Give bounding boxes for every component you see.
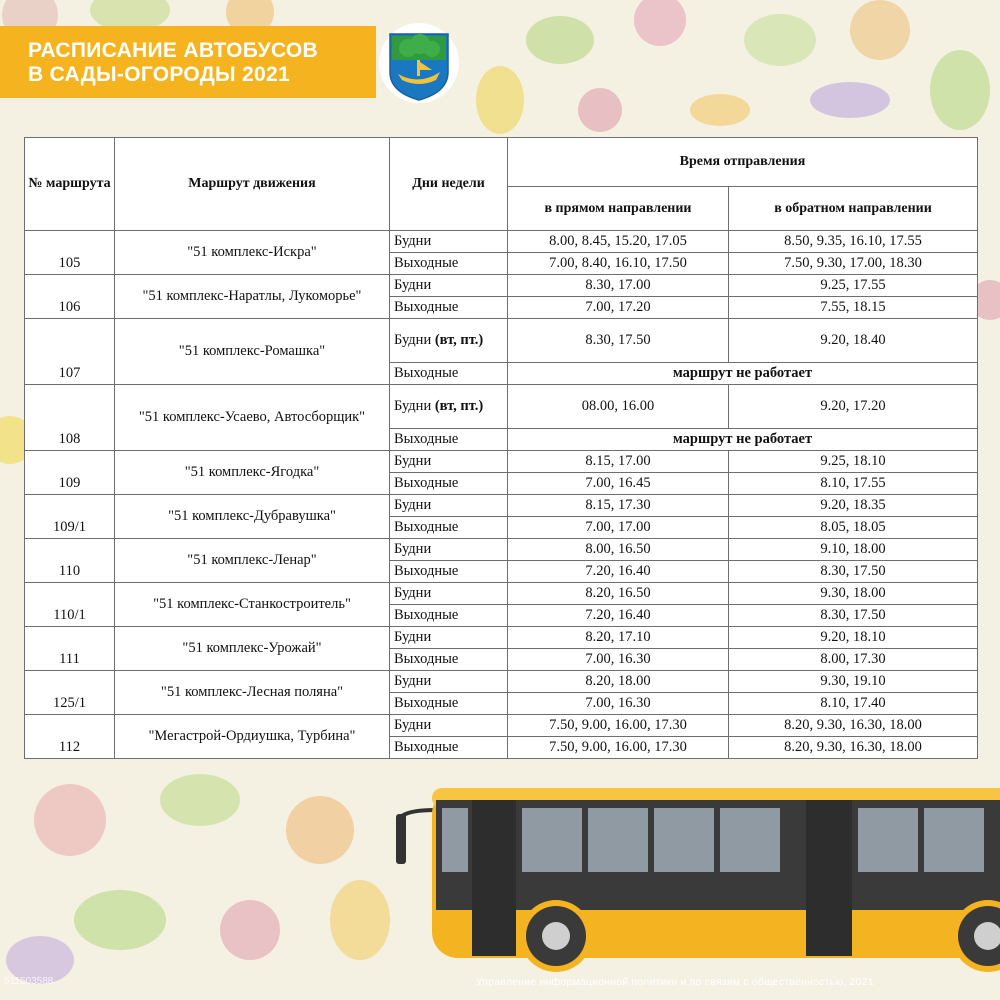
weekends-label: Выходные: [390, 605, 508, 627]
table-row: [25, 715, 978, 737]
weekdays-cell: [390, 385, 508, 429]
route-name: "Мегастрой-Ордиушка, Турбина": [115, 715, 390, 759]
header-forward: в прямом направлении: [508, 187, 729, 231]
weekdays-extra: (вт, пт.): [434, 398, 484, 414]
weekdays-forward-times: 8.15, 17.30: [508, 495, 729, 517]
weekends-forward-times: 7.20, 16.40: [508, 561, 729, 583]
weekdays-backward-times: 9.20, 17.20: [729, 385, 978, 429]
weekdays-forward-times: 8.15, 17.00: [508, 451, 729, 473]
weekends-forward-times: 7.00, 16.30: [508, 649, 729, 671]
weekends-backward-times: 7.50, 9.30, 17.00, 18.30: [729, 253, 978, 275]
route-number: 109/1: [25, 495, 115, 539]
weekends-label: Выходные: [390, 473, 508, 495]
route-name: "51 комплекс-Ленар": [115, 539, 390, 583]
table-row: [25, 627, 978, 649]
table-row: [25, 231, 978, 253]
route-name: "51 комплекс-Наратлы, Лукоморье": [115, 275, 390, 319]
weekdays-backward-times: 9.20, 18.35: [729, 495, 978, 517]
weekdays-backward-times: 9.25, 18.10: [729, 451, 978, 473]
weekdays-label: Будни: [394, 277, 432, 293]
weekdays-cell: [390, 583, 508, 605]
route-not-operating: маршрут не работает: [508, 363, 978, 385]
weekdays-label: Будни: [394, 541, 432, 557]
route-name: "51 комплекс-Станкостроитель": [115, 583, 390, 627]
route-name: "51 комплекс-Урожай": [115, 627, 390, 671]
weekdays-forward-times: 8.20, 16.50: [508, 583, 729, 605]
weekdays-forward-times: 8.20, 17.10: [508, 627, 729, 649]
weekdays-label: Будни: [394, 398, 432, 414]
weekends-label: Выходные: [390, 561, 508, 583]
table-row: [25, 539, 978, 561]
route-number: 112: [25, 715, 115, 759]
route-name: "51 комплекс-Ромашка": [115, 319, 390, 385]
route-not-operating: маршрут не работает: [508, 429, 978, 451]
weekdays-backward-times: 9.20, 18.10: [729, 627, 978, 649]
route-number: 110/1: [25, 583, 115, 627]
route-number: 110: [25, 539, 115, 583]
weekdays-label: Будни: [394, 585, 432, 601]
weekdays-cell: [390, 539, 508, 561]
weekdays-backward-times: 9.30, 18.00: [729, 583, 978, 605]
weekends-backward-times: 8.30, 17.50: [729, 605, 978, 627]
weekdays-backward-times: 9.10, 18.00: [729, 539, 978, 561]
weekends-label: Выходные: [390, 693, 508, 715]
weekdays-cell: [390, 671, 508, 693]
table-row: [25, 385, 978, 429]
weekends-backward-times: 8.20, 9.30, 16.30, 18.00: [729, 737, 978, 759]
route-number: 108: [25, 385, 115, 451]
route-number: 125/1: [25, 671, 115, 715]
route-name: "51 комплекс-Искра": [115, 231, 390, 275]
weekdays-forward-times: 8.30, 17.50: [508, 319, 729, 363]
weekends-forward-times: 7.00, 16.45: [508, 473, 729, 495]
bus-illustration: [396, 786, 1000, 1000]
route-number: 109: [25, 451, 115, 495]
weekdays-forward-times: 8.00, 16.50: [508, 539, 729, 561]
header-backward: в обратном направлении: [729, 187, 978, 231]
weekends-forward-times: 7.20, 16.40: [508, 605, 729, 627]
weekdays-label: Будни: [394, 717, 432, 733]
header-route-number: № маршрута: [25, 138, 115, 231]
weekdays-cell: [390, 627, 508, 649]
weekdays-backward-times: 8.20, 9.30, 16.30, 18.00: [729, 715, 978, 737]
table-row: [25, 319, 978, 363]
weekends-label: Выходные: [390, 253, 508, 275]
table-row: [25, 451, 978, 473]
weekdays-forward-times: 8.30, 17.00: [508, 275, 729, 297]
weekdays-extra: (вт, пт.): [434, 332, 484, 348]
route-name: "51 комплекс-Дубравушка": [115, 495, 390, 539]
header-days: Дни недели: [390, 138, 508, 231]
weekends-backward-times: 7.55, 18.15: [729, 297, 978, 319]
table-row: [25, 495, 978, 517]
weekdays-cell: [390, 319, 508, 363]
weekdays-cell: [390, 495, 508, 517]
weekends-label: Выходные: [390, 297, 508, 319]
weekends-label: Выходные: [390, 429, 508, 451]
weekdays-label: Будни: [394, 673, 432, 689]
title-line-1: РАСПИСАНИЕ АВТОБУСОВ: [28, 39, 319, 62]
table-row: [25, 671, 978, 693]
weekdays-backward-times: 9.25, 17.55: [729, 275, 978, 297]
weekdays-cell: [390, 451, 508, 473]
weekdays-cell: [390, 231, 508, 253]
table-row: [25, 275, 978, 297]
weekends-backward-times: 8.05, 18.05: [729, 517, 978, 539]
route-number: 105: [25, 231, 115, 275]
title-line-2: В САДЫ-ОГОРОДЫ 2021: [28, 63, 290, 86]
weekdays-cell: [390, 275, 508, 297]
weekends-forward-times: 7.00, 17.20: [508, 297, 729, 319]
weekends-forward-times: 7.50, 9.00, 16.00, 17.30: [508, 737, 729, 759]
route-name: "51 комплекс-Ягодка": [115, 451, 390, 495]
route-number: 107: [25, 319, 115, 385]
title-banner: [0, 26, 376, 98]
weekdays-label: Будни: [394, 497, 432, 513]
bus-schedule-table: [24, 137, 978, 759]
weekends-backward-times: 8.10, 17.55: [729, 473, 978, 495]
weekends-backward-times: 8.10, 17.40: [729, 693, 978, 715]
weekdays-backward-times: 8.50, 9.35, 16.10, 17.55: [729, 231, 978, 253]
weekdays-forward-times: 08.00, 16.00: [508, 385, 729, 429]
table-row: [25, 583, 978, 605]
city-emblem-icon: [378, 22, 460, 104]
route-number: 111: [25, 627, 115, 671]
route-name: "51 комплекс-Усаево, Автосборщик": [115, 385, 390, 451]
weekdays-label: Будни: [394, 453, 432, 469]
route-number: 106: [25, 275, 115, 319]
weekdays-forward-times: 7.50, 9.00, 16.00, 17.30: [508, 715, 729, 737]
header-route: Маршрут движения: [115, 138, 390, 231]
weekdays-label: Будни: [394, 233, 432, 249]
route-name: "51 комплекс-Лесная поляна": [115, 671, 390, 715]
weekends-backward-times: 8.30, 17.50: [729, 561, 978, 583]
weekdays-label: Будни: [394, 332, 432, 348]
weekends-label: Выходные: [390, 649, 508, 671]
weekdays-backward-times: 9.30, 19.10: [729, 671, 978, 693]
weekdays-cell: [390, 715, 508, 737]
weekends-label: Выходные: [390, 517, 508, 539]
weekends-backward-times: 8.00, 17.30: [729, 649, 978, 671]
weekends-forward-times: 7.00, 16.30: [508, 693, 729, 715]
weekends-forward-times: 7.00, 17.00: [508, 517, 729, 539]
weekdays-forward-times: 8.00, 8.45, 15.20, 17.05: [508, 231, 729, 253]
footer-credit: Управление информационной политики и по связям с общественностью, 2021: [476, 976, 874, 988]
weekends-label: Выходные: [390, 363, 508, 385]
weekdays-forward-times: 8.20, 18.00: [508, 671, 729, 693]
header-departure-time: Время отправления: [508, 138, 978, 187]
stock-watermark: 511503588: [4, 976, 54, 987]
weekends-forward-times: 7.00, 8.40, 16.10, 17.50: [508, 253, 729, 275]
weekdays-backward-times: 9.20, 18.40: [729, 319, 978, 363]
weekends-label: Выходные: [390, 737, 508, 759]
weekdays-label: Будни: [394, 629, 432, 645]
